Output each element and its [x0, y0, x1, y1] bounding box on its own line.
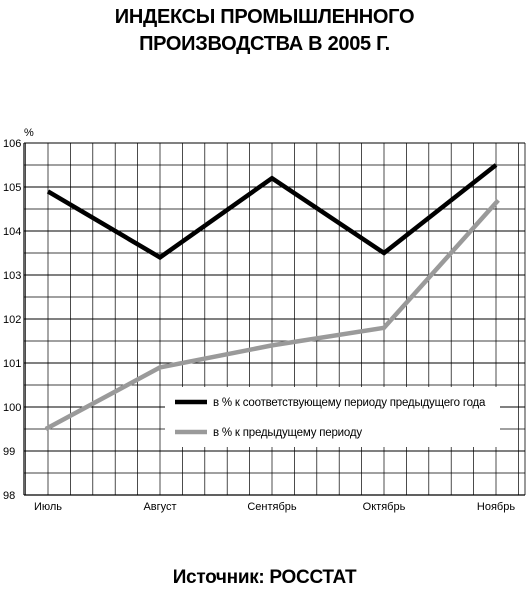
y-tick-label: 101 — [3, 358, 22, 370]
y-axis-label: % — [24, 127, 34, 139]
x-tick-label: Сентябрь — [247, 501, 297, 513]
y-tick-label: 102 — [3, 314, 22, 326]
y-tick-label: 103 — [3, 270, 22, 282]
x-tick-label: Июль — [33, 501, 63, 513]
y-tick-label: 104 — [3, 226, 22, 238]
x-tick-label: Ноябрь — [476, 501, 516, 513]
chart-title-line-1: ИНДЕКСЫ ПРОМЫШЛЕННОГО — [114, 6, 415, 28]
y-tick-label: 98 — [3, 490, 16, 502]
y-tick-label: 106 — [3, 138, 22, 150]
y-tick-label: 100 — [3, 402, 22, 414]
x-tick-label: Октябрь — [362, 501, 406, 513]
chart-title-line-2: ПРОИЗВОДСТВА В 2005 Г. — [139, 33, 390, 55]
source-note: Источник: РОССТАТ — [172, 567, 357, 588]
y-tick-label: 105 — [3, 182, 22, 194]
legend-label-1: в % к соответствующему периоду предыдущего года — [213, 397, 486, 409]
legend — [165, 387, 500, 447]
y-tick-label: 99 — [3, 446, 16, 458]
x-tick-label: Август — [143, 501, 177, 513]
legend-label-2: в % к предыдущему периоду — [213, 427, 362, 439]
